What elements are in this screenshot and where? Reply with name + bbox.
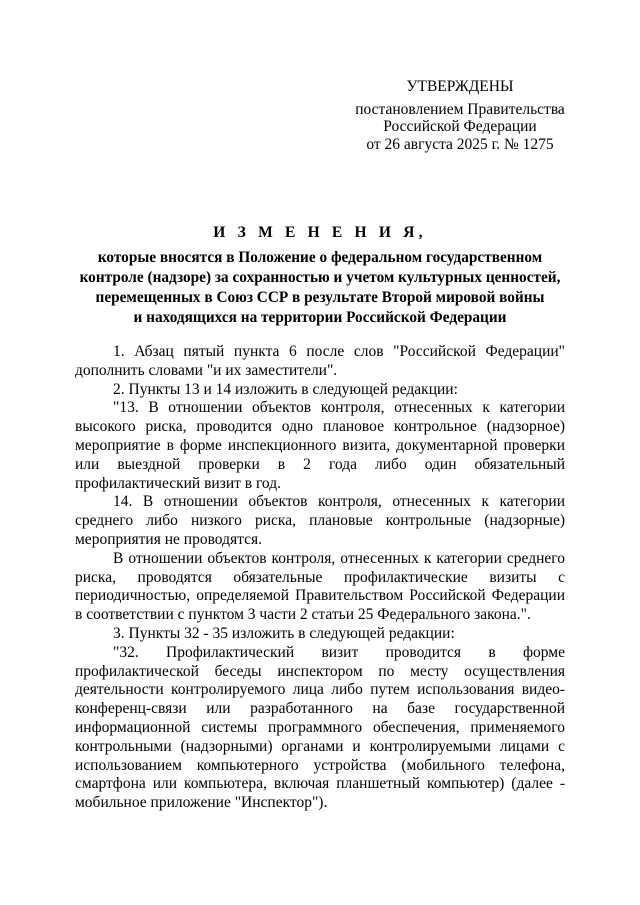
subtitle-line-4: и находящихся на территории Российской Федерации — [133, 309, 507, 326]
paragraph-7: "32. Профилактический визит проводится в форме профилактической беседы инспектором по месту осуществления деятельности контролируемого лица либо путем использования видео-конференц-связи или разработанного на базе государственной информационной системы программного обеспечения, применяемого контрольными (надзорными) органами и контролируемыми лицами с использованием компьютерного устройства (мобильного телефона, смартфона или компьютера, включая планшетный компьютер) (далее - мобильное приложение "Инспектор"). — [75, 643, 565, 812]
approval-line-1: постановлением Правительства — [355, 100, 565, 118]
paragraph-1: 1. Абзац пятый пункта 6 после слов "Российской Федерации" дополнить словами "и их заместители". — [75, 343, 565, 379]
paragraph-5: В отношении объектов контроля, отнесенных к категории среднего риска, проводятся обязательные профилактические визиты с периодичностью, определяемой Правительством Российской Федерации в соответствии с пунктом 3 части 2 статьи 25 Федерального закона.". — [75, 549, 565, 624]
subtitle-line-1: которые вносятся в Положение о федеральном государственном — [97, 249, 543, 266]
paragraph-2: 2. Пункты 13 и 14 изложить в следующей редакции: — [113, 380, 458, 398]
approval-line-2: Российской Федерации — [383, 118, 537, 135]
paragraph-3: "13. В отношении объектов контроля, отнесенных к категории высокого риска, проводится одно плановое контрольное (надзорное) мероприятие в форме инспекционного визита, документарной проверки или выездной проверки в 2 года либо один обязательный профилактический визит в год. — [75, 399, 565, 492]
document-body — [75, 343, 565, 813]
subtitle-line-2: контроле (надзоре) за сохранностью и учетом культурных ценностей, — [79, 269, 561, 286]
document-title: И З М Е Н Е Н И Я, — [213, 224, 427, 241]
document-heading — [72, 224, 568, 328]
approval-status: УТВЕРЖДЕНЫ — [406, 78, 514, 95]
subtitle-line-3: перемещенных в Союз ССР в результате Второй мировой войны — [95, 289, 545, 306]
document-subtitle — [72, 248, 568, 328]
paragraph-6: 3. Пункты 32 - 35 изложить в следующей редакции: — [113, 624, 455, 642]
approval-block — [330, 78, 590, 153]
approval-line-3: от 26 августа 2025 г. № 1275 — [366, 135, 554, 153]
paragraph-4: 14. В отношении объектов контроля, отнесенных к категории среднего либо низкого риска, плановые контрольные (надзорные) мероприятия не проводятся. — [75, 493, 565, 548]
